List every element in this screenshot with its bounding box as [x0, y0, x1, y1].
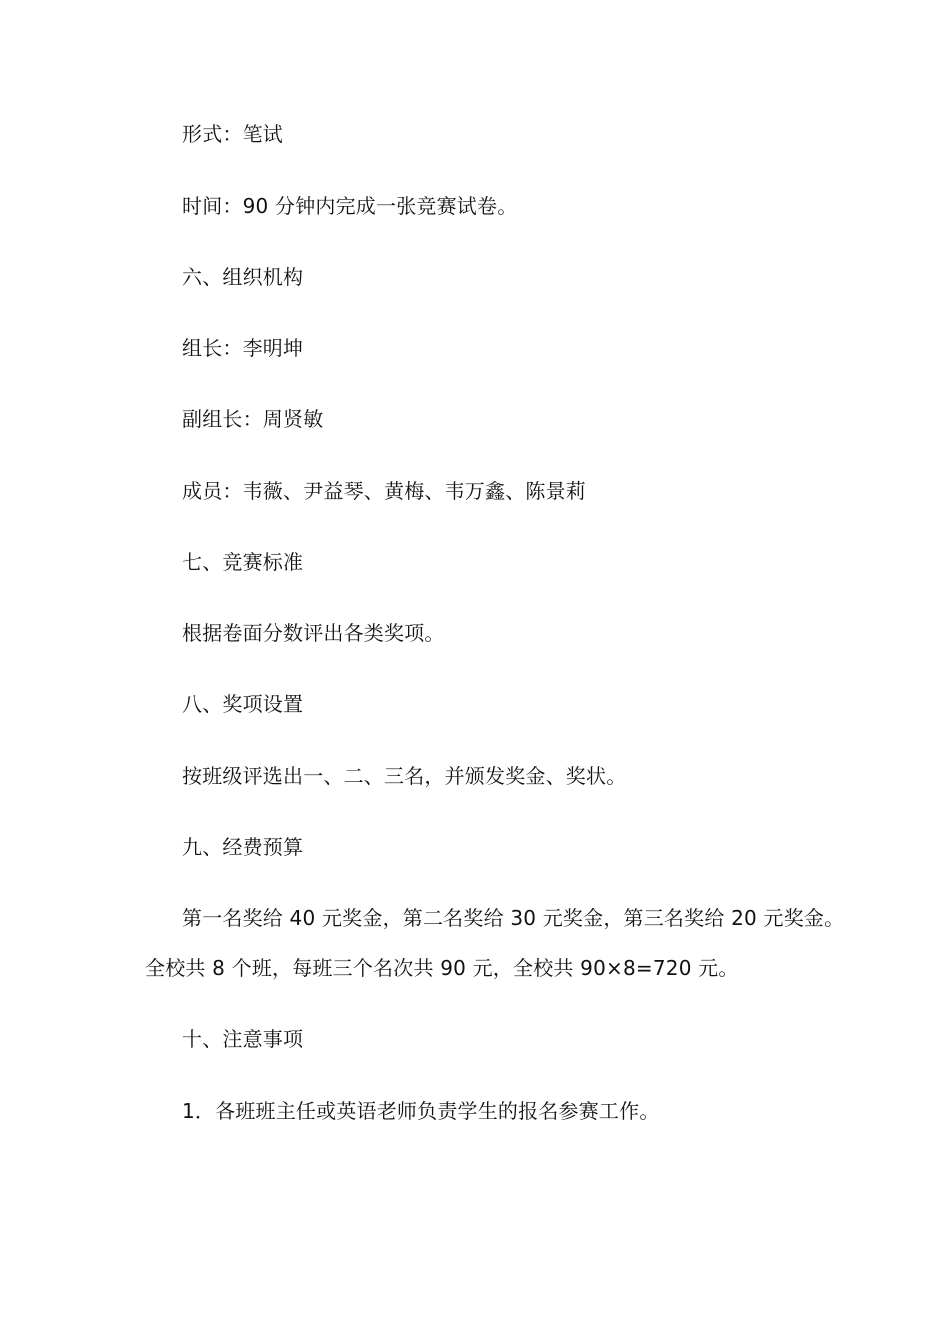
members-line: 成员：韦薇、尹益琴、黄梅、韦万鑫、陈景莉 — [182, 479, 586, 503]
section-heading-notes: 十、注意事项 — [182, 1027, 304, 1051]
awards-text: 按班级评选出一、二、三名，并颁发奖金、奖状。 — [182, 764, 627, 788]
section-heading-standards: 七、竞赛标准 — [182, 550, 304, 574]
budget-text-line-1: 第一名奖给 40 元奖金，第二名奖给 30 元奖金，第三名奖给 20 元奖金。 — [182, 906, 845, 930]
section-heading-budget: 九、经费预算 — [182, 835, 304, 859]
deputy-leader-line: 副组长：周贤敏 — [182, 407, 324, 431]
section-heading-awards: 八、奖项设置 — [182, 692, 304, 716]
exam-time-line: 时间：90 分钟内完成一张竞赛试卷。 — [182, 194, 518, 218]
group-leader-line: 组长：李明坤 — [182, 336, 304, 360]
note-item-1: 1．各班班主任或英语老师负责学生的报名参赛工作。 — [182, 1099, 660, 1123]
budget-text-line-2: 全校共 8 个班，每班三个名次共 90 元，全校共 90×8=720 元。 — [145, 956, 739, 980]
section-heading-organization: 六、组织机构 — [182, 265, 304, 289]
standards-text: 根据卷面分数评出各类奖项。 — [182, 621, 445, 645]
exam-format-line: 形式：笔试 — [182, 122, 283, 146]
